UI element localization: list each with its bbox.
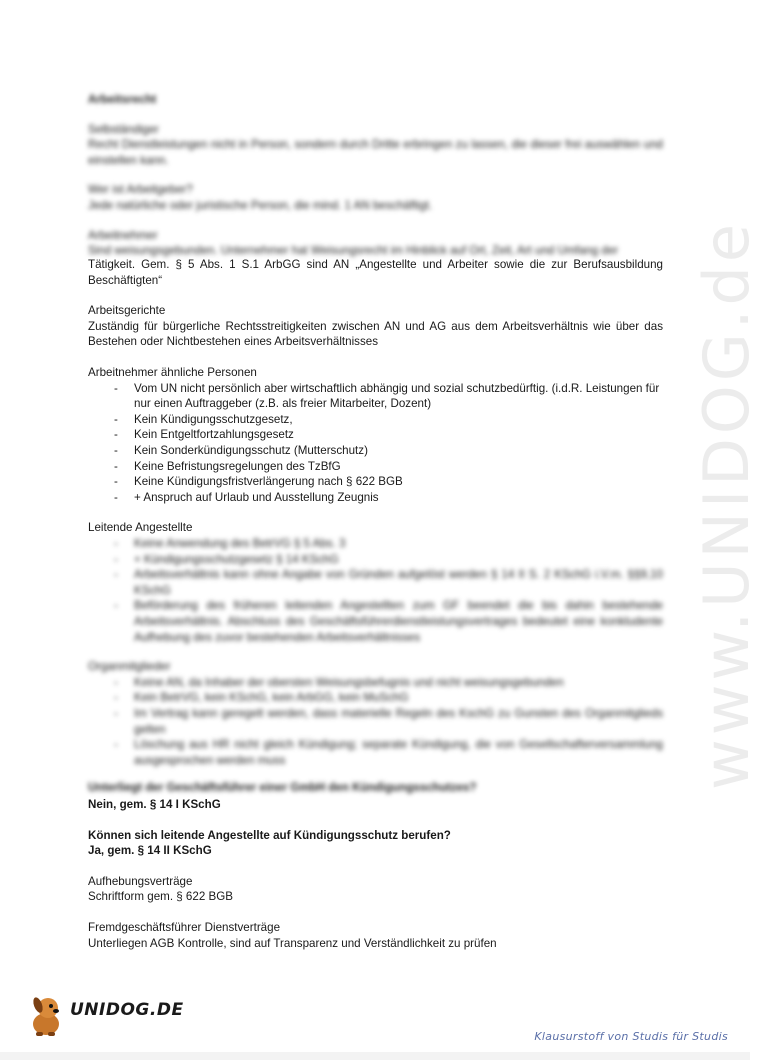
section-title-arbeitsgerichte: Arbeitsgerichte (88, 304, 166, 318)
section-body-arbeitnehmer: Tätigkeit. Gem. § 5 Abs. 1 S.1 ArbGG sind AN „Angestellte und Arbeiter sowie die zur Berufsausbildung Beschäftigten“ (88, 258, 663, 287)
bullet-marker: - (114, 568, 118, 582)
bullet-marker: - (114, 412, 118, 426)
list-item-text: + Kündigungsschutzgesetz § 14 KSchG (134, 552, 339, 566)
section-body-fremd: Unterliegen AGB Kontrolle, sind auf Transparenz und Verständlichkeit zu prüfen (88, 936, 497, 950)
list-item-text: Kein Entgeltfortzahlungsgesetz (134, 428, 294, 442)
list-item (88, 490, 663, 506)
bullet-marker: - (114, 459, 118, 473)
bullet-marker: - (114, 691, 118, 705)
section-body-aufhebung: Schriftform gem. § 622 BGB (88, 890, 233, 904)
bullet-marker: - (114, 490, 118, 504)
list-organ (88, 675, 663, 769)
section-body-arbeitsgerichte: Zuständig für bürgerliche Rechtsstreitigkeiten zwischen AN und AG aus dem Arbeitsverhältnis wie über das Bestehen oder Nichtbestehen eines Arbeitsverhältnisses (88, 319, 663, 349)
bullet-marker: - (114, 537, 118, 550)
clear-bottom (88, 797, 663, 951)
section-body-arbeitnehmer-blurred: Sind weisungsgebunden. Unternehmer hat Weisungsrecht im Hinblick auf Ort, Zeit, Art und Umfang der (88, 244, 619, 258)
list-item-text: Keine Anwendung des BetrVG § 5 Abs. 3 (134, 537, 346, 550)
list-item (88, 706, 663, 737)
bullet-marker: - (114, 675, 118, 689)
blurred-middle (88, 536, 663, 796)
question-leitende: Können sich leitende Angestellte auf Kündigungsschutz berufen? (88, 828, 451, 842)
section-title-aufhebung: Aufhebungsverträge (88, 874, 193, 888)
list-item-text: Keine Befristungsregelungen des TzBfG (134, 459, 341, 473)
list-item (88, 690, 663, 706)
bullet-marker: - (114, 443, 118, 457)
answer-gmbh-gf: Nein, gem. § 14 I KSchG (88, 798, 221, 811)
section-title-leitende: Leitende Angestellte (88, 521, 193, 535)
footer-band (0, 1052, 750, 1060)
unidog-logo (26, 992, 184, 1042)
list-item (88, 474, 663, 490)
list-item-text: Arbeitsverhältnis kann ohne Angabe von Gründen aufgelöst werden § 14 II S. 2 KSchG i.V.m. §§9,10 KSchG (134, 568, 663, 597)
list-item (88, 737, 663, 768)
list-item-text: Vom UN nicht persönlich aber wirtschaftlich abhängig und sozial schutzbedürftig. (i.d.R. Leistungen für nur einen Auftraggeber (z.B. als freier Mitarbeiter, Dozent) (134, 381, 660, 411)
bullet-marker: - (114, 475, 118, 489)
bullet-marker: - (114, 428, 118, 442)
section-title-aehnliche: Arbeitnehmer ähnliche Personen (88, 365, 257, 379)
list-item (88, 598, 663, 645)
section-title-arbeitgeber: Wer ist Arbeitgeber? (88, 183, 193, 197)
watermark: www.UNIDOG.de (690, 220, 763, 790)
list-item-text: Keine AN, da Inhaber der obersten Weisungsbefugnis und nicht weisungsgebunden (134, 675, 564, 689)
list-item (88, 412, 663, 428)
list-item-text: Im Vertrag kann geregelt werden, dass materielle Regeln des KschG zu Gunsten des Organmitglieds gelten (134, 706, 663, 736)
bullet-marker: - (114, 706, 118, 720)
bullet-marker: - (114, 552, 118, 566)
list-aehnliche (88, 381, 663, 506)
footer-slogan: Klausurstoff von Studis für Studis (534, 1030, 728, 1043)
section-title-fremd: Fremdgeschäftsführer Dienstverträge (88, 920, 281, 934)
list-item (88, 536, 663, 552)
list-item-text: Kein Kündigungsschutzgesetz, (134, 412, 293, 426)
section-body-arbeitgeber: Jede natürliche oder juristische Person, die mind. 1 AN beschäftigt. (88, 198, 433, 212)
logo-text: UNIDOG.DE (70, 1000, 184, 1020)
section-title-selbstaendiger: Selbständiger (88, 122, 159, 136)
question-gmbh-gf: Unterliegt der Geschäftsführer einer GmbH den Kündigungsschutzes? (88, 781, 477, 795)
list-item (88, 443, 663, 459)
list-leitende (88, 536, 663, 645)
doc-title: Arbeitsrecht (88, 93, 157, 106)
list-item (88, 567, 663, 598)
section-title-arbeitnehmer: Arbeitnehmer (88, 228, 158, 242)
section-body-selbstaendiger: Recht Dienstleistungen nicht in Person, sondern durch Dritte erbringen zu lassen, die dieser frei auswählen und einstellen kann. (88, 138, 663, 167)
answer-leitende: Ja, gem. § 14 II KSchG (88, 844, 212, 858)
list-item-text: Kein BetrVG, kein KSchG, kein ArbGG, kein MuSchG (134, 691, 409, 705)
list-item (88, 381, 663, 412)
list-item (88, 675, 663, 691)
list-item (88, 427, 663, 443)
list-item-text: Kein Sonderkündigungsschutz (Mutterschutz) (134, 443, 368, 457)
clear-content (88, 257, 663, 536)
list-item-text: + Anspruch auf Urlaub und Ausstellung Zeugnis (134, 490, 379, 504)
list-item (88, 459, 663, 475)
list-item-text: Beförderung des früheren leitenden Angestellten zum GF beendet die bis dahin bestehende Arbeitsverhältnis. Abschluss des Geschäftsführerdienstleistungsvertrages bedeutet eine konkludente Aufhebung des zuvor bestehenden Arbeitsverhältnisses (134, 599, 663, 644)
blurred-intro (88, 92, 663, 259)
list-item (88, 552, 663, 568)
bullet-marker: - (114, 381, 118, 395)
section-title-organ: Organmitglieder (88, 660, 171, 674)
dog-mascot-icon (26, 992, 70, 1038)
list-item-text: Keine Kündigungsfristverlängerung nach § 622 BGB (134, 475, 403, 489)
bullet-marker: - (114, 599, 118, 613)
bullet-marker: - (114, 738, 118, 752)
list-item-text: Löschung aus HR nicht gleich Kündigung; separate Kündigung, die von Gesellschafterversammlung ausgesprochen werden muss (134, 738, 663, 767)
